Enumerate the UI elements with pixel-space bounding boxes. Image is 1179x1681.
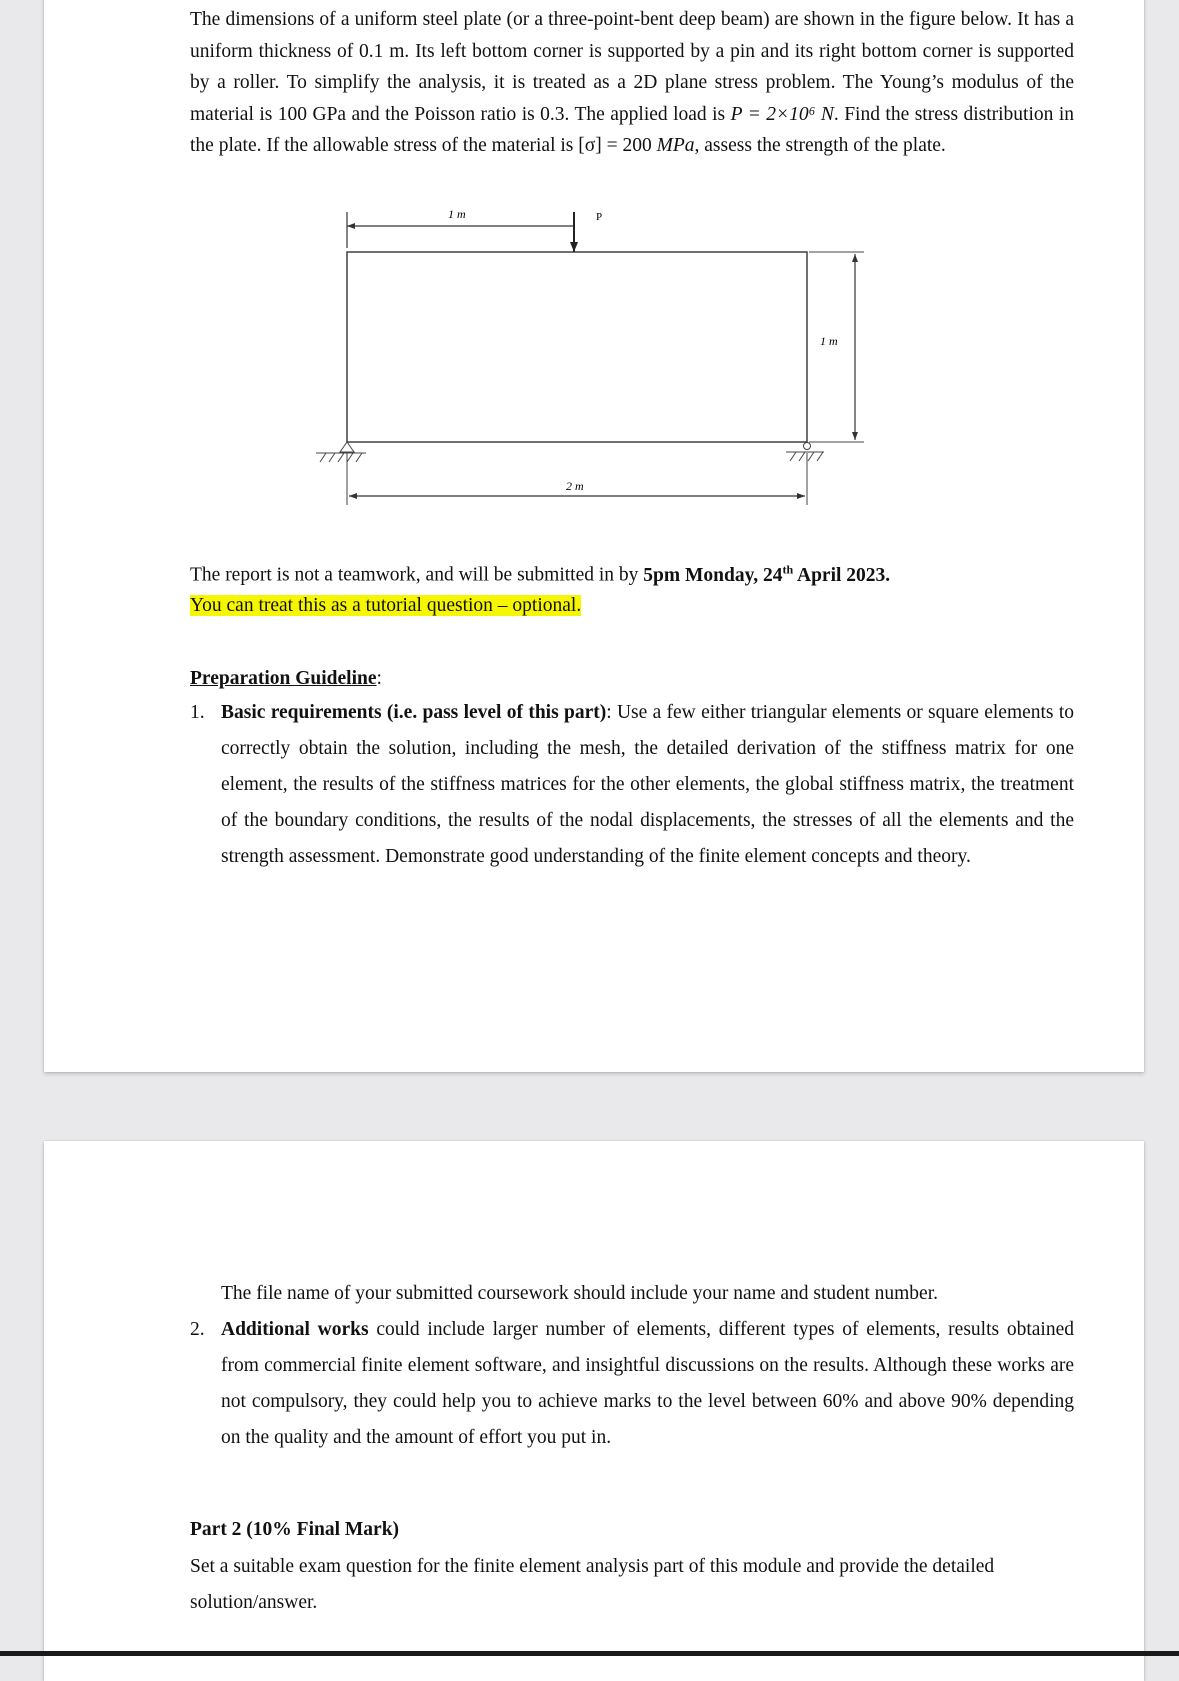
roller-support-icon (804, 443, 811, 450)
pin-support-icon (340, 442, 354, 452)
part2-heading-text: Part 2 (10% Final Mark) (190, 1519, 400, 1540)
right-dim-arrow-top (852, 254, 858, 262)
load-unit: N (820, 103, 834, 125)
optional-note (190, 590, 1074, 622)
load-expression: P = 2×10⁶ (730, 103, 816, 125)
right-dim-arrow-bottom (852, 432, 858, 440)
guideline-list (190, 695, 1074, 875)
list-item-continuation (190, 1276, 1074, 1312)
allowable-stress-unit: MPa (656, 135, 695, 156)
right-dim-label: 1 m (820, 334, 838, 348)
bottom-dim-label: 2 m (566, 479, 584, 493)
bottom-dim-arrow-right (797, 493, 805, 499)
guideline-list-cont (190, 1276, 1074, 1456)
part2-heading (190, 1514, 1074, 1546)
part2-body-text: Set a suitable exam question for the finite element analysis part of this module and provide the detailed solution/answer. (190, 1556, 995, 1613)
list-item-bold: Basic requirements (i.e. pass level of this part) (221, 702, 607, 723)
problem-end-text: , assess the strength of the plate. (694, 135, 946, 156)
allowable-stress-expression: [σ] = 200 (578, 135, 652, 156)
list-item-text: could include larger number of elements, different types of elements, results obtained from commercial finite element software, and insightful discussions on the results. Although these works are not compulsory, they could help you to achieve marks to the level between 60% and above 90% depending on the quality and the amount of effort you put in. (221, 1319, 1074, 1448)
load-arrow-head (570, 242, 578, 252)
optional-note-highlight: You can treat this as a tutorial question – optional. (190, 595, 582, 616)
load-label: P (596, 211, 603, 223)
list-item (190, 1312, 1074, 1456)
list-item-cont-text: The file name of your submitted coursework should include your name and student number. (221, 1283, 938, 1304)
top-dim-label: 1 m (448, 207, 466, 221)
plate-figure (44, 0, 1144, 550)
document-page-1 (44, 0, 1144, 1072)
list-item-number: 1. (190, 702, 205, 723)
guideline-heading: Preparation Guideline: (190, 668, 382, 689)
list-item-text: : Use a few either triangular elements or square elements to correctly obtain the solution, including the mesh, the detailed derivation of the stiffness matrix for one element, the results of the stiffness matrices for the other elements, the global stiffness matrix, the treatment of the boundary conditions, the results of the nodal displacements, the stresses of all the elements and the strength assessment. Demonstrate good understanding of the finite element concepts and theory. (221, 702, 1074, 867)
submission-line (190, 554, 1074, 591)
list-item-bold: Additional works (221, 1319, 369, 1340)
bottom-border (0, 1651, 1179, 1656)
document-page-2 (44, 1141, 1144, 1681)
part2-body (190, 1549, 1074, 1621)
guideline-heading-text: Preparation Guideline (190, 668, 377, 689)
problem-mid-text: . Find the stress distribution in the plate. If the allowable stress of the material is (190, 103, 1075, 156)
submission-text: The report is not a teamwork, and will be submitted in by (190, 564, 639, 586)
bottom-dim-arrow-left (349, 493, 357, 499)
submission-deadline: 5pm Monday, 24th April 2023. (643, 562, 891, 586)
list-item-number: 2. (190, 1319, 205, 1340)
list-item (190, 695, 1074, 875)
problem-intro-text: The dimensions of a uniform steel plate (or a three-point-bent deep beam) are shown in the figure below. It has a uniform thickness of 0.1 m. Its left bottom corner is supported by a pin and its right bottom corner is supported by a roller. To simplify the analysis, it is treated as a 2D plane stress problem. The Young’s modulus of the material is 100 GPa and the Poisson ratio is 0.3. The applied load is (190, 9, 1074, 125)
plate-rectangle (347, 252, 807, 442)
left-margin (0, 0, 12, 1656)
top-dim-arrow (347, 223, 355, 229)
